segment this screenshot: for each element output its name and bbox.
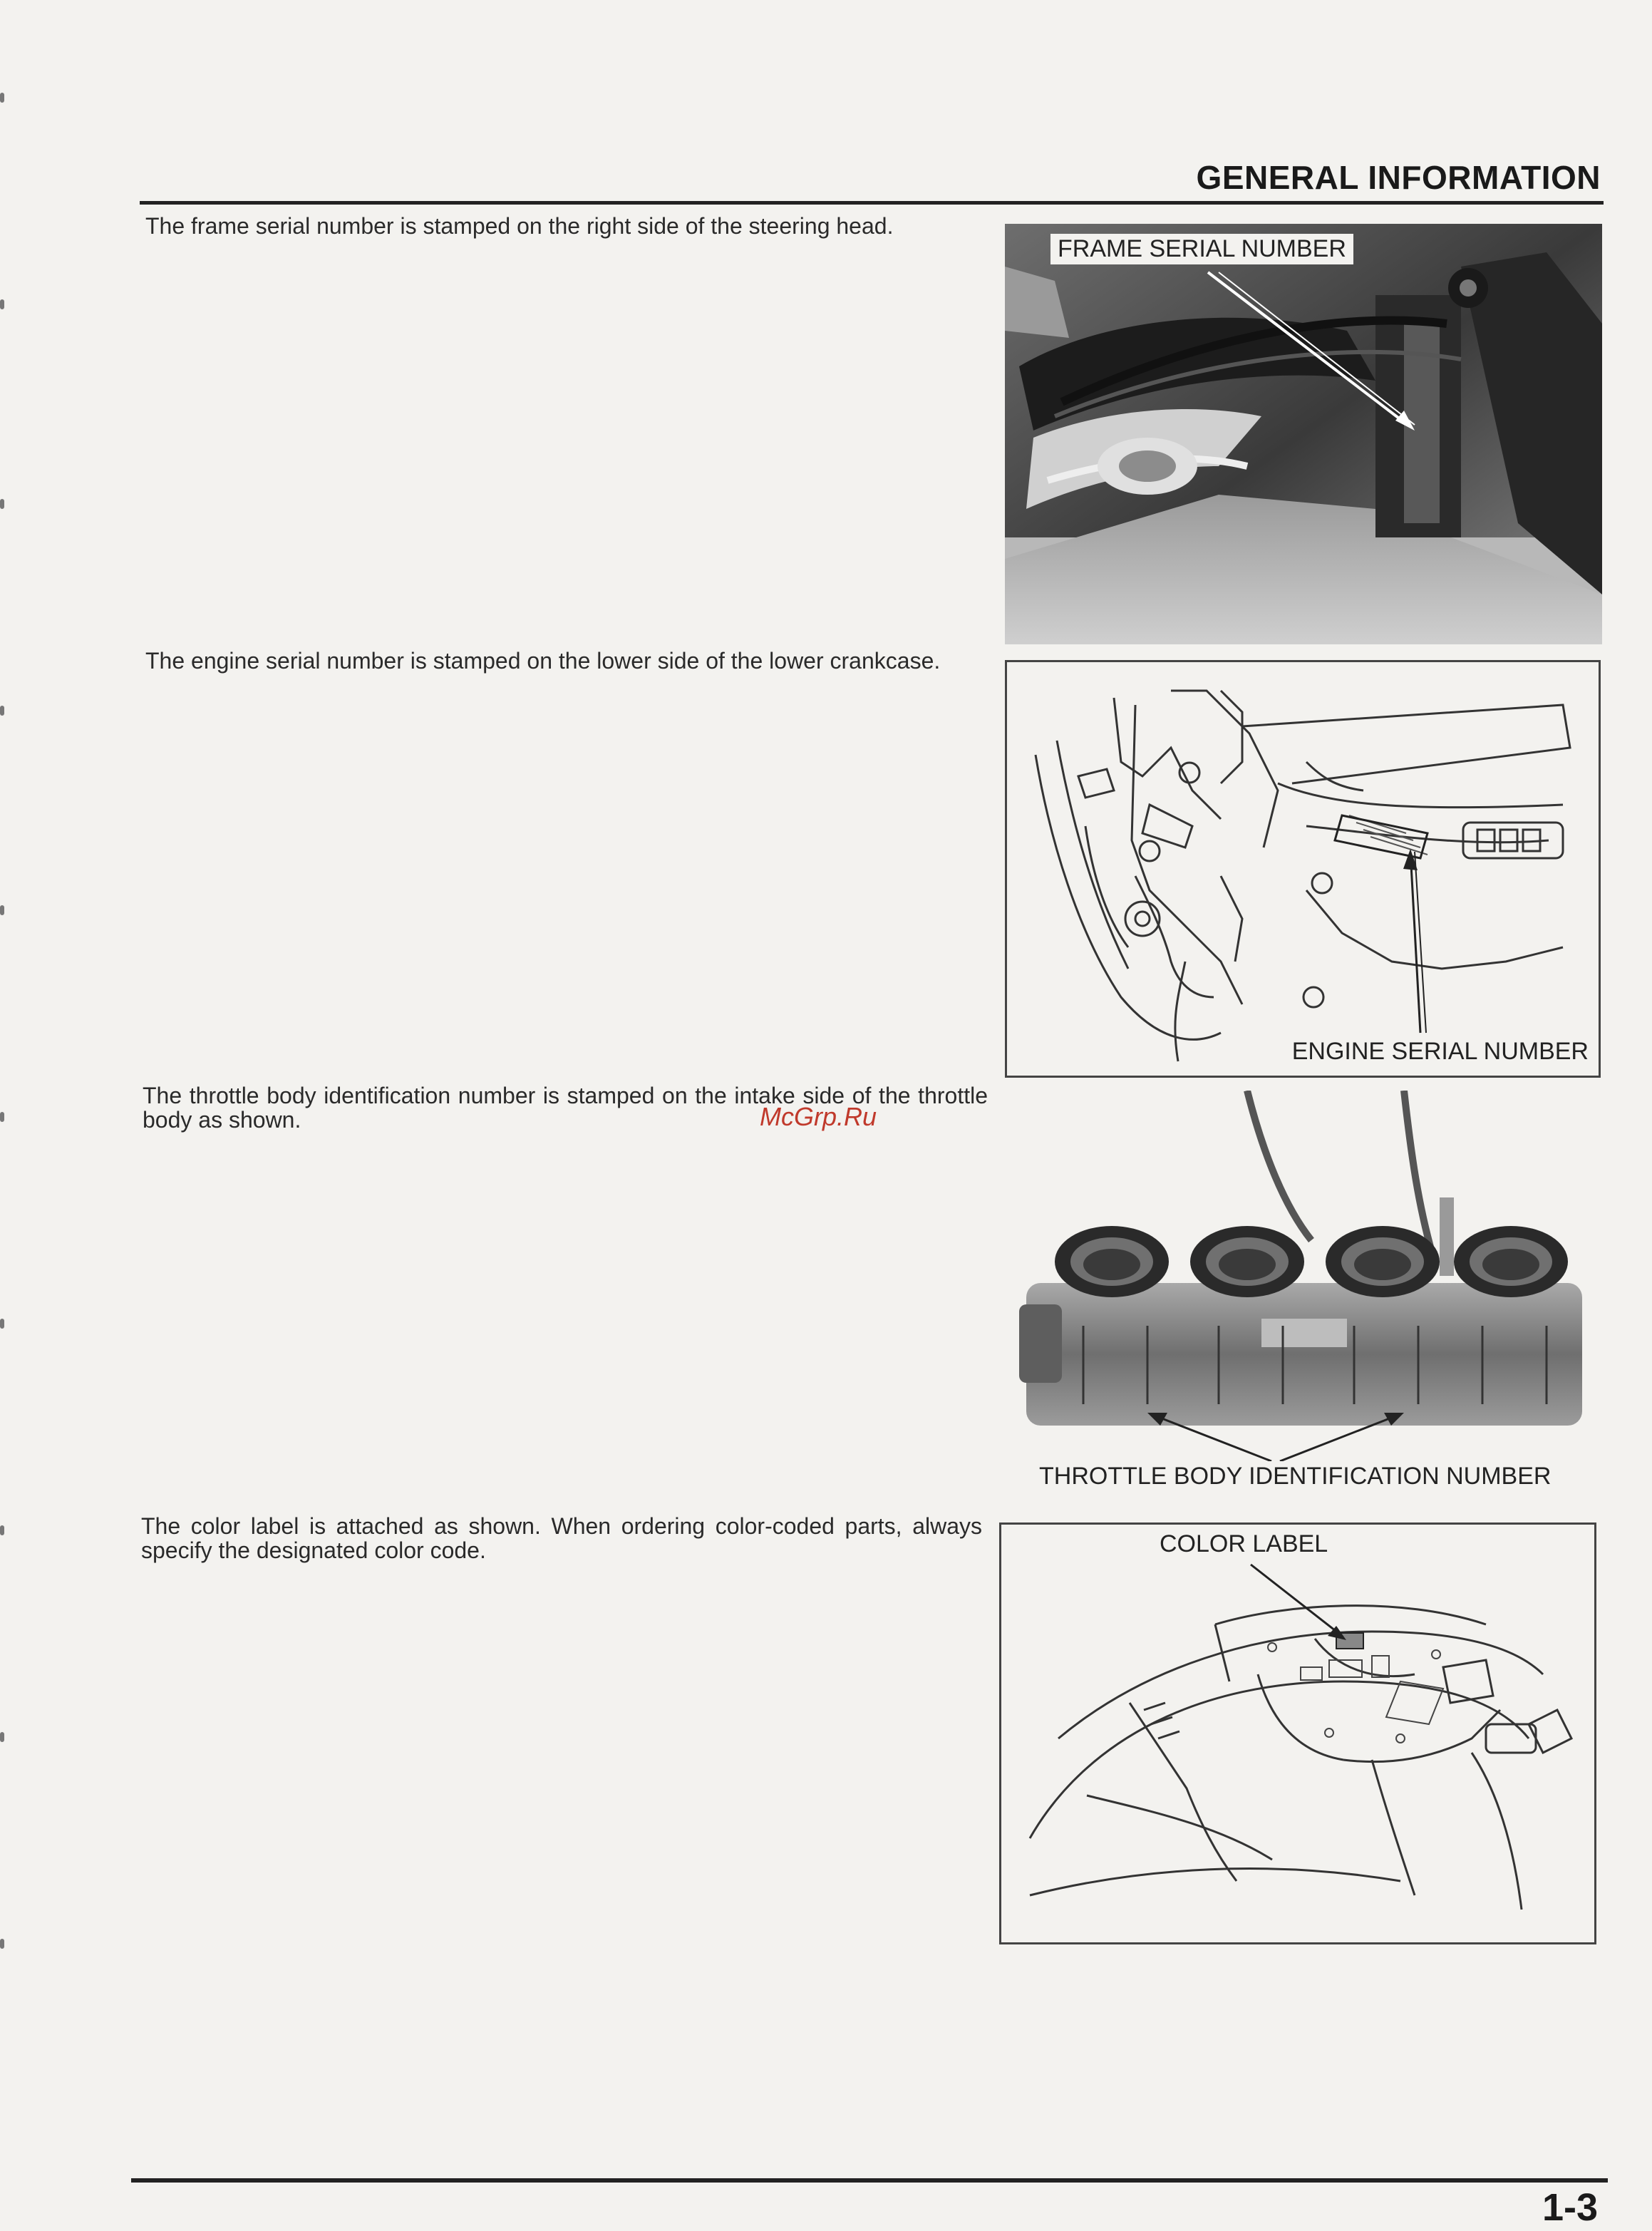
throttle-body-figure [1012, 1091, 1596, 1490]
binding-hole-mark [0, 706, 4, 716]
throttle-body-callout: THROTTLE BODY IDENTIFICATION NUMBER [1039, 1463, 1552, 1490]
binding-hole-mark [0, 1112, 4, 1122]
crankcase-drawing [1007, 662, 1599, 1076]
page-number: 1-3 [1542, 2186, 1598, 2229]
binding-hole-mark [0, 299, 4, 309]
footer-rule [131, 2178, 1608, 2183]
throttle-body-paragraph: The throttle body identification number is stamped on the intake side of the throttle body as shown. [143, 1083, 988, 1133]
binding-hole-mark [0, 93, 4, 103]
binding-hole-mark [0, 499, 4, 509]
engine-serial-callout: ENGINE SERIAL NUMBER [1291, 1038, 1589, 1065]
binding-hole-mark [0, 905, 4, 915]
watermark-text: McGrp.Ru [760, 1102, 877, 1131]
engine-serial-paragraph: The engine serial number is stamped on the lower side of the lower crankcase. [145, 648, 941, 674]
section-title: GENERAL INFORMATION [1196, 159, 1601, 196]
engine-serial-figure [1005, 660, 1601, 1078]
throttle-body-photo [1012, 1091, 1596, 1461]
binding-hole-mark [0, 1525, 4, 1535]
frame-serial-figure [1005, 224, 1602, 644]
binding-hole-mark [0, 1939, 4, 1949]
binding-hole-mark [0, 1319, 4, 1329]
tail-section-drawing [1001, 1525, 1594, 1942]
frame-photo [1005, 224, 1602, 644]
header-rule [140, 201, 1604, 205]
frame-serial-paragraph: The frame serial number is stamped on the right side of the steering head. [145, 213, 894, 239]
color-label-figure [999, 1522, 1596, 1944]
color-label-paragraph: The color label is attached as shown. When ordering color-coded parts, always specify the designated color code. [141, 1513, 982, 1563]
binding-hole-mark [0, 1732, 4, 1742]
color-label-callout: COLOR LABEL [1160, 1530, 1328, 1557]
frame-serial-callout: FRAME SERIAL NUMBER [1050, 234, 1353, 264]
